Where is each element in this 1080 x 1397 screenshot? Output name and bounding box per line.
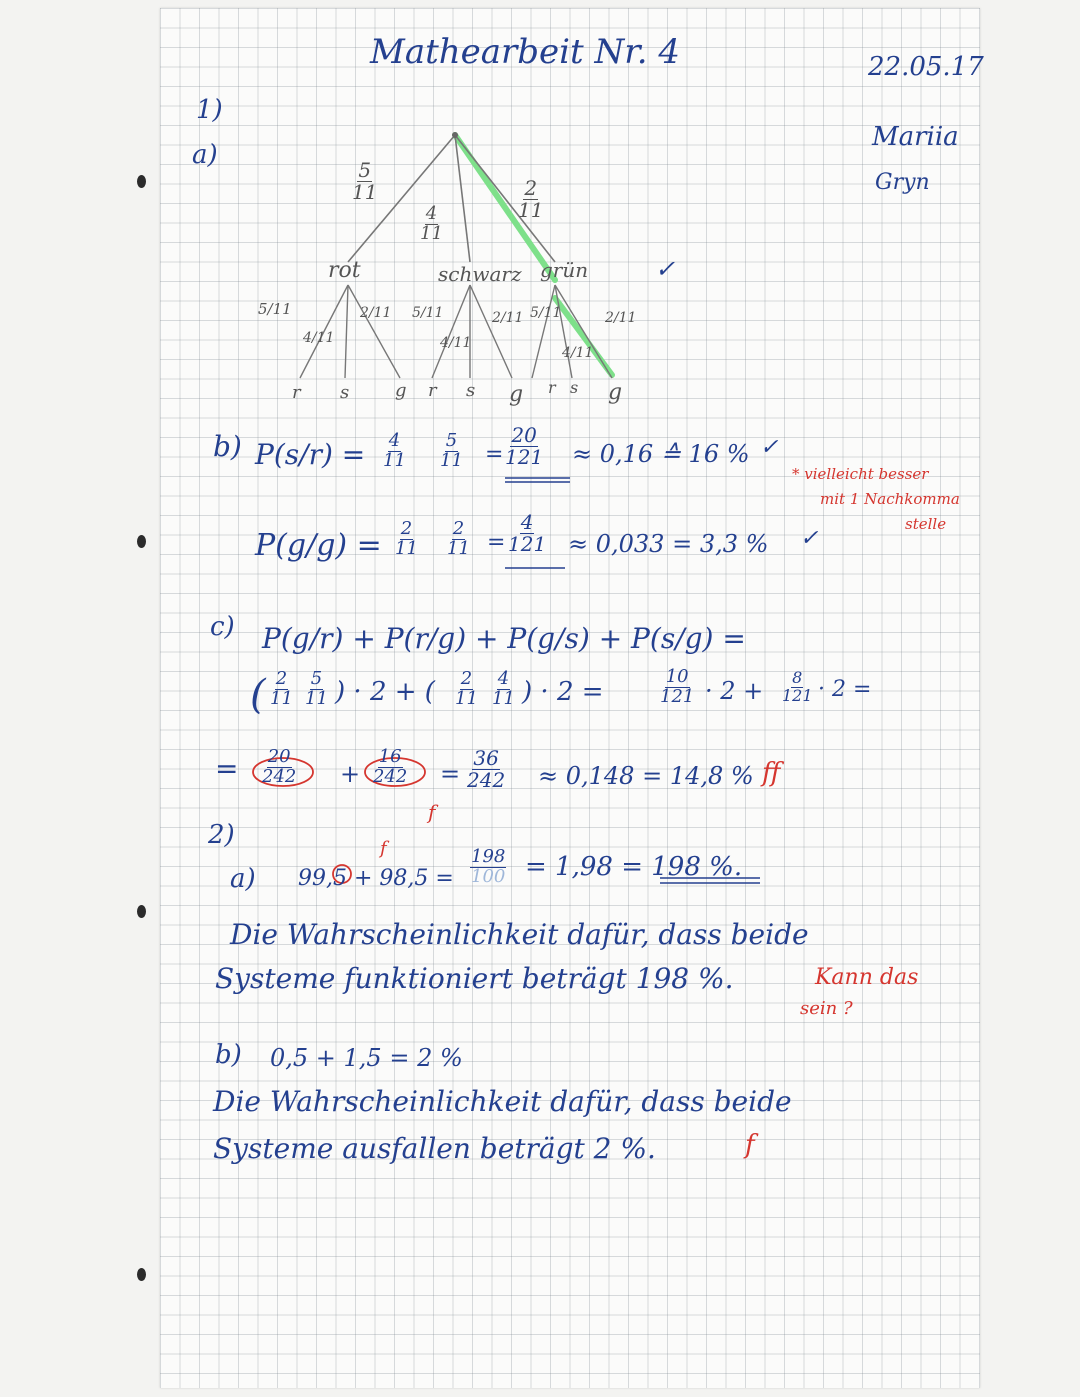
fraction: $\frac{8}{121}$: [782, 668, 813, 705]
part-label: b): [215, 1040, 242, 1070]
branch-probability: $\frac{2}{11}$: [518, 176, 544, 222]
equals-sign: =: [487, 530, 506, 555]
equals-sign: =: [215, 752, 239, 785]
formula-lhs: P(s/r) =: [255, 438, 366, 471]
answer-text: Die Wahrscheinlichkeit dafür, dass beide: [213, 1085, 792, 1118]
teacher-mark: f: [428, 800, 436, 824]
branch-line: [470, 285, 512, 378]
task-number: 1): [196, 95, 223, 125]
fraction: $\frac{2}{11}$: [455, 668, 478, 709]
tree-node-label: rot: [328, 258, 361, 283]
formula-part: · 2 +: [705, 677, 764, 705]
answer-text: Systeme ausfallen beträgt 2 %.: [213, 1132, 656, 1165]
tree-leaf: g: [395, 380, 407, 401]
task-number: 2): [208, 820, 235, 850]
result-text: = 1,98 = 198 %.: [525, 852, 743, 882]
teacher-comment: Kann das: [815, 965, 919, 990]
tree-leaf: s: [340, 382, 350, 403]
branch-probability: 4/11: [440, 335, 472, 351]
fraction: $\frac{16}{242}$: [373, 746, 408, 787]
plus-sign: +: [340, 760, 361, 788]
tree-node-label: schwarz: [438, 262, 522, 286]
tree-leaf: s: [466, 380, 476, 401]
bracket: (: [250, 672, 266, 718]
fraction: $\frac{4}{11}$: [383, 430, 406, 471]
branch-probability: 2/11: [605, 310, 637, 326]
fraction: $\frac{20}{242}$: [262, 746, 297, 787]
tree-node-label: grün: [540, 258, 589, 282]
branch-probability: 5/11: [412, 305, 444, 321]
fraction: $\frac{2}{11}$: [270, 668, 293, 709]
teacher-mark: f: [745, 1130, 755, 1160]
result-text: ≈ 0,148 = 14,8 %: [538, 762, 754, 790]
formula-line: 99,5 + 98,5 =: [298, 866, 454, 891]
result-text: ≈ 0,033 = 3,3 %: [568, 530, 769, 558]
date: 22.05.17: [868, 52, 984, 82]
part-label: a): [230, 864, 256, 894]
teacher-comment: sein ?: [800, 998, 853, 1019]
check-mark: ✓: [655, 255, 676, 283]
branch-line: [345, 285, 348, 378]
branch-probability: 4/11: [303, 330, 335, 346]
formula-lhs: P(g/g) =: [255, 528, 382, 563]
equals-sign: =: [440, 760, 461, 788]
fraction: $\frac{36}{242}$: [467, 746, 506, 792]
fraction: $\frac{198}{100}$: [471, 846, 506, 887]
teacher-comment: stelle: [905, 515, 947, 533]
tree-leaf: g: [509, 382, 524, 407]
tree-leaf: r: [428, 380, 437, 401]
equals-sign: =: [485, 442, 504, 467]
page-title: Mathearbeit Nr. 4: [370, 32, 681, 72]
part-label: a): [192, 140, 218, 170]
fraction: $\frac{10}{121}$: [660, 666, 695, 707]
tree-leaf: g: [608, 380, 623, 405]
branch-line: [432, 285, 470, 378]
branch-probability: 5/11: [258, 300, 292, 318]
tree-leaf: s: [570, 378, 579, 397]
branch-probability: 5/11: [530, 305, 562, 321]
author-first-name: Mariia: [872, 122, 959, 152]
result-text: ≈ 0,16 ≙ 16 %: [572, 440, 750, 468]
teacher-mark: ff: [762, 758, 781, 788]
formula-part: ) · 2 =: [522, 677, 604, 707]
fraction: $\frac{4}{121}$: [508, 510, 547, 556]
check-mark: ✓: [760, 435, 779, 460]
part-label: b): [213, 430, 242, 463]
answer-text: Systeme funktioniert beträgt 198 %.: [215, 962, 734, 995]
branch-probability: 4/11: [562, 345, 594, 361]
tree-leaf: r: [292, 382, 301, 403]
branch-probability: $\frac{5}{11}$: [352, 158, 378, 204]
branch-line: [348, 285, 400, 378]
part-label: c): [210, 612, 235, 642]
fraction: $\frac{20}{121}$: [505, 423, 544, 469]
tree-leaf: r: [548, 378, 556, 397]
tree-root: [452, 132, 458, 138]
formula-line: P(g/r) + P(r/g) + P(g/s) + P(s/g) =: [262, 622, 746, 655]
check-mark: ✓: [800, 526, 819, 551]
formula-part: · 2 =: [818, 677, 872, 702]
fraction: $\frac{2}{11}$: [395, 518, 418, 559]
fraction: $\frac{5}{11}$: [305, 668, 328, 709]
fraction: $\frac{5}{11}$: [440, 430, 463, 471]
fraction: $\frac{2}{11}$: [447, 518, 470, 559]
branch-probability: $\frac{4}{11}$: [420, 203, 443, 244]
formula-line: 0,5 + 1,5 = 2 %: [270, 1044, 463, 1072]
answer-text: Die Wahrscheinlichkeit dafür, dass beide: [230, 918, 809, 951]
branch-probability: 2/11: [492, 310, 524, 326]
author-last-name: Gryn: [875, 170, 930, 195]
branch-line: [532, 285, 555, 378]
formula-part: ) · 2 + (: [335, 677, 435, 707]
fraction: $\frac{4}{11}$: [492, 668, 515, 709]
branch-probability: 2/11: [360, 305, 392, 321]
teacher-comment: * vielleicht besser: [792, 465, 929, 483]
teacher-mark: f: [380, 838, 387, 859]
teacher-comment: mit 1 Nachkomma: [820, 490, 960, 508]
